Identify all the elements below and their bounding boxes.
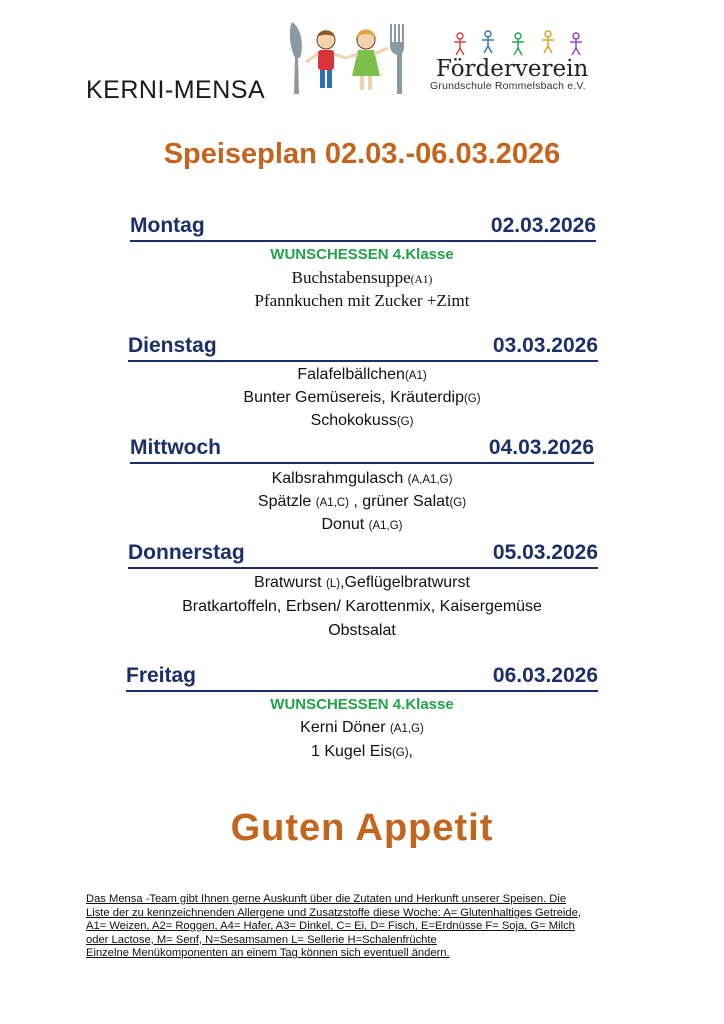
menu-item: Kalbsrahmgulasch (A,A1,G): [271, 470, 453, 487]
kids-cutlery-logo: [280, 18, 414, 96]
menu-item: Buchstabensuppe(A1): [291, 268, 433, 287]
day-date: 02.03.2026: [490, 214, 596, 237]
day-name: Dienstag: [128, 334, 217, 357]
menu-item: Spätzle (A1,C) , grüner Salat(G): [257, 493, 467, 510]
foerderverein-logo: [428, 30, 590, 100]
closing-text: Guten Appetit: [230, 807, 494, 849]
page-title: Speiseplan 02.03.-06.03.2026: [163, 138, 561, 170]
day-date: 03.03.2026: [492, 334, 598, 357]
footer-line: A1= Weizen, A2= Roggen, A4= Hafer, A3= Dinkel, C= Ei, D= Fisch, E=Erdnüsse F= Soja, G= Milch: [86, 920, 575, 933]
day-header-montag: [130, 214, 596, 242]
day-name: Donnerstag: [128, 541, 245, 564]
foerderverein-title: Förderverein: [436, 56, 589, 82]
footer-line: Das Mensa -Team gibt Ihnen gerne Auskunft über die Zutaten und Herkunft unserer Speisen. Die: [86, 893, 567, 905]
menu-item: Pfannkuchen mit Zucker +Zimt: [254, 291, 470, 310]
footer-line: oder Lactose, M= Senf, N=Sesamsamen L= Sellerie H=Schalenfrüchte: [86, 933, 437, 946]
footer-line: Liste der zu kennzeichnenden Allergene und Zusatzstoffe diese Woche: A= Glutenhaltiges Getreide,: [86, 906, 581, 919]
day-name: Montag: [130, 214, 205, 237]
day-date: 06.03.2026: [492, 664, 598, 687]
foerderverein-subtitle: Grundschule Rommelsbach e.V.: [430, 80, 586, 92]
day-header-donnerstag: [128, 541, 598, 569]
menu-item: Bunter Gemüsereis, Kräuterdip(G): [243, 389, 481, 406]
day-name: Mittwoch: [130, 436, 221, 459]
day-header-mittwoch: [130, 436, 594, 464]
day-name: Freitag: [126, 664, 197, 687]
allergen-footer: [86, 893, 646, 961]
menu-item: 1 Kugel Eis(G),: [311, 743, 413, 760]
menu-item: Kerni Döner (A1,G): [300, 719, 424, 736]
menu-item: Falafelbällchen(A1): [297, 366, 427, 383]
brand-title: KERNI-MENSA: [86, 76, 266, 104]
day-header-freitag: [126, 664, 598, 692]
day-note: WUNSCHESSEN 4.Klasse: [270, 696, 454, 713]
menu-item: Obstsalat: [328, 622, 396, 639]
day-header-dienstag: [128, 334, 598, 362]
menu-item: Donut (A1,G): [321, 516, 403, 533]
footer-line: Einzelne Menükomponenten an einem Tag können sich eventuell ändern.: [86, 947, 450, 960]
menu-item: Bratkartoffeln, Erbsen/ Karottenmix, Kaisergemüse: [182, 598, 542, 615]
day-date: 04.03.2026: [488, 436, 594, 459]
menu-item: Schokokuss(G): [310, 412, 414, 429]
day-date: 05.03.2026: [492, 541, 598, 564]
menu-item: Bratwurst (L),Geflügelbratwurst: [254, 574, 470, 591]
day-note: WUNSCHESSEN 4.Klasse: [270, 246, 454, 263]
